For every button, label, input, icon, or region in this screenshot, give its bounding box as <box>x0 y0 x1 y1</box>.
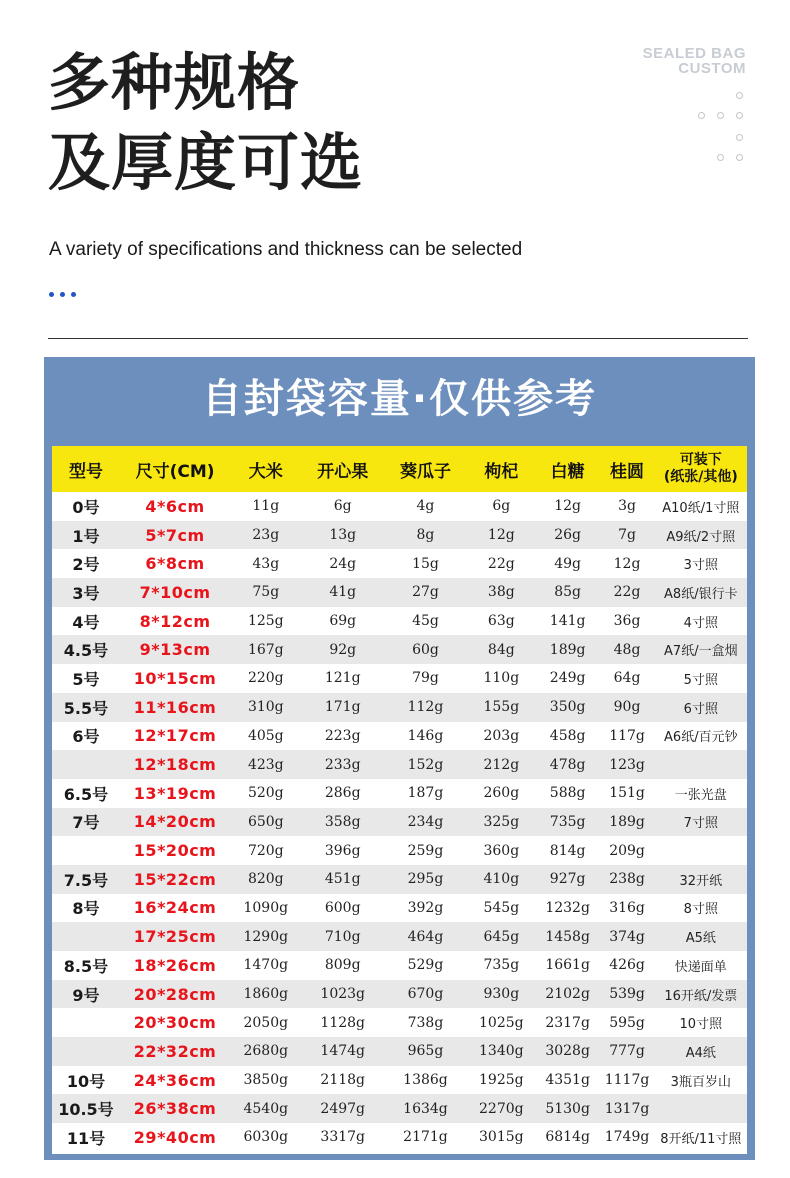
table-row <box>52 607 747 636</box>
cell-longan: 209g <box>599 836 654 865</box>
cell-size: 12*18cm <box>120 750 230 779</box>
cell-goji: 735g <box>467 951 536 980</box>
cell-sunflower-seeds: 60g <box>384 635 467 664</box>
ring-icon <box>736 134 743 141</box>
cell-pistachio: 223g <box>301 722 384 751</box>
cell-goji: 110g <box>467 664 536 693</box>
cell-longan: 189g <box>599 808 654 837</box>
cell-model: 0号 <box>52 492 120 521</box>
decorative-dot-grid <box>690 88 750 168</box>
table-row <box>52 664 747 693</box>
cell-fits: 32开纸 <box>655 865 747 894</box>
cell-rice: 405g <box>230 722 301 751</box>
cell-pistachio: 286g <box>301 779 384 808</box>
table-row <box>52 521 747 550</box>
cell-size: 9*13cm <box>120 635 230 664</box>
cell-fits: A6纸/百元钞 <box>655 722 747 751</box>
cell-rice: 1860g <box>230 980 301 1009</box>
cell-size: 15*22cm <box>120 865 230 894</box>
cell-pistachio: 2118g <box>301 1066 384 1095</box>
cell-goji: 38g <box>467 578 536 607</box>
cell-rice: 2680g <box>230 1037 301 1066</box>
cell-sugar: 26g <box>536 521 600 550</box>
cell-goji: 930g <box>467 980 536 1009</box>
table-row <box>52 1008 747 1037</box>
header-fits-line-1: 可装下 <box>679 452 722 468</box>
cell-pistachio: 41g <box>301 578 384 607</box>
cell-pistachio: 233g <box>301 750 384 779</box>
cell-pistachio: 710g <box>301 922 384 951</box>
cell-longan: 64g <box>599 664 654 693</box>
cell-goji: 6g <box>467 492 536 521</box>
cell-pistachio: 92g <box>301 635 384 664</box>
cell-pistachio: 24g <box>301 549 384 578</box>
cell-model: 4.5号 <box>52 635 120 664</box>
header-goji: 枸杞 <box>467 446 536 492</box>
cell-fits: 16开纸/发票 <box>655 980 747 1009</box>
cell-sugar: 4351g <box>536 1066 600 1095</box>
cell-sugar: 12g <box>536 492 600 521</box>
cell-fits: A5纸 <box>655 922 747 951</box>
cell-sugar: 5130g <box>536 1094 600 1123</box>
cell-pistachio: 69g <box>301 607 384 636</box>
cell-size: 11*16cm <box>120 693 230 722</box>
cell-pistachio: 6g <box>301 492 384 521</box>
cell-model: 8号 <box>52 894 120 923</box>
table-row <box>52 808 747 837</box>
cell-sunflower-seeds: 259g <box>384 836 467 865</box>
header-rice: 大米 <box>230 446 301 492</box>
cell-pistachio: 171g <box>301 693 384 722</box>
cell-sunflower-seeds: 738g <box>384 1008 467 1037</box>
cell-goji: 63g <box>467 607 536 636</box>
header-sugar: 白糖 <box>536 446 600 492</box>
cell-longan: 1317g <box>599 1094 654 1123</box>
cell-sugar: 1661g <box>536 951 600 980</box>
cell-model: 1号 <box>52 521 120 550</box>
cell-size: 10*15cm <box>120 664 230 693</box>
cell-sunflower-seeds: 152g <box>384 750 467 779</box>
table-row <box>52 951 747 980</box>
cell-sugar: 2102g <box>536 980 600 1009</box>
divider <box>48 338 748 339</box>
cell-goji: 325g <box>467 808 536 837</box>
table-row <box>52 635 747 664</box>
page-title-line-1: 多种规格 <box>48 46 301 119</box>
cell-goji: 22g <box>467 549 536 578</box>
cell-goji: 1025g <box>467 1008 536 1037</box>
cell-fits: A4纸 <box>655 1037 747 1066</box>
cell-rice: 220g <box>230 664 301 693</box>
cell-model: 10号 <box>52 1066 120 1095</box>
cell-sugar: 3028g <box>536 1037 600 1066</box>
header-pistachio: 开心果 <box>301 446 384 492</box>
capacity-table-container <box>52 446 747 1154</box>
cell-sugar: 927g <box>536 865 600 894</box>
cell-fits: 8寸照 <box>655 894 747 923</box>
cell-sugar: 6814g <box>536 1123 600 1152</box>
cell-sugar: 588g <box>536 779 600 808</box>
cell-longan: 3g <box>599 492 654 521</box>
cell-sunflower-seeds: 8g <box>384 521 467 550</box>
cell-sunflower-seeds: 45g <box>384 607 467 636</box>
cell-size: 22*32cm <box>120 1037 230 1066</box>
table-row <box>52 1123 747 1152</box>
cell-sunflower-seeds: 1386g <box>384 1066 467 1095</box>
cell-sunflower-seeds: 965g <box>384 1037 467 1066</box>
table-row <box>52 492 747 521</box>
cell-fits: 10寸照 <box>655 1008 747 1037</box>
cell-model: 2号 <box>52 549 120 578</box>
cell-model: 5号 <box>52 664 120 693</box>
cell-longan: 22g <box>599 578 654 607</box>
cell-sugar: 141g <box>536 607 600 636</box>
cell-size: 29*40cm <box>120 1123 230 1152</box>
cell-longan: 595g <box>599 1008 654 1037</box>
cell-pistachio: 396g <box>301 836 384 865</box>
table-row <box>52 865 747 894</box>
cell-longan: 316g <box>599 894 654 923</box>
table-row <box>52 1094 747 1123</box>
cell-sunflower-seeds: 392g <box>384 894 467 923</box>
cell-rice: 1090g <box>230 894 301 923</box>
cell-fits <box>655 1094 747 1123</box>
cell-rice: 310g <box>230 693 301 722</box>
cell-size: 24*36cm <box>120 1066 230 1095</box>
cell-sunflower-seeds: 79g <box>384 664 467 693</box>
cell-longan: 36g <box>599 607 654 636</box>
cell-longan: 12g <box>599 549 654 578</box>
table-row <box>52 894 747 923</box>
cell-size: 26*38cm <box>120 1094 230 1123</box>
cell-longan: 238g <box>599 865 654 894</box>
cell-goji: 410g <box>467 865 536 894</box>
cell-size: 12*17cm <box>120 722 230 751</box>
cell-rice: 6030g <box>230 1123 301 1152</box>
cell-sugar: 85g <box>536 578 600 607</box>
cell-pistachio: 451g <box>301 865 384 894</box>
cell-pistachio: 1128g <box>301 1008 384 1037</box>
cell-size: 4*6cm <box>120 492 230 521</box>
ring-icon <box>736 154 743 161</box>
cell-size: 8*12cm <box>120 607 230 636</box>
cell-goji: 260g <box>467 779 536 808</box>
subtitle: A variety of specifications and thickness can be selected <box>49 239 523 260</box>
cell-model: 11号 <box>52 1123 120 1152</box>
cell-sugar: 189g <box>536 635 600 664</box>
table-title: 自封袋容量·仅供参考 <box>201 376 598 422</box>
cell-pistachio: 13g <box>301 521 384 550</box>
cell-longan: 1749g <box>599 1123 654 1152</box>
cell-longan: 90g <box>599 693 654 722</box>
page-title-line-2: 及厚度可选 <box>48 126 364 199</box>
cell-fits: A8纸/银行卡 <box>655 578 747 607</box>
cell-rice: 1290g <box>230 922 301 951</box>
cell-fits <box>655 836 747 865</box>
cell-goji: 212g <box>467 750 536 779</box>
table-row <box>52 922 747 951</box>
cell-goji: 645g <box>467 922 536 951</box>
cell-model: 10.5号 <box>52 1094 120 1123</box>
cell-sugar: 2317g <box>536 1008 600 1037</box>
cell-goji: 545g <box>467 894 536 923</box>
brand-mark <box>643 46 746 76</box>
cell-model <box>52 750 120 779</box>
cell-size: 5*7cm <box>120 521 230 550</box>
cell-rice: 650g <box>230 808 301 837</box>
cell-fits: 3瓶百岁山 <box>655 1066 747 1095</box>
cell-fits: A7纸/一盒烟 <box>655 635 747 664</box>
table-row <box>52 578 747 607</box>
cell-sunflower-seeds: 529g <box>384 951 467 980</box>
header-sunflower-seeds: 葵瓜子 <box>384 446 467 492</box>
cell-longan: 7g <box>599 521 654 550</box>
cell-rice: 43g <box>230 549 301 578</box>
cell-longan: 117g <box>599 722 654 751</box>
cell-model: 7号 <box>52 808 120 837</box>
table-body <box>52 492 747 1152</box>
cell-fits: 4寸照 <box>655 607 747 636</box>
cell-sugar: 350g <box>536 693 600 722</box>
cell-sunflower-seeds: 187g <box>384 779 467 808</box>
cell-sunflower-seeds: 146g <box>384 722 467 751</box>
cell-model: 3号 <box>52 578 120 607</box>
cell-size: 20*28cm <box>120 980 230 1009</box>
cell-rice: 3850g <box>230 1066 301 1095</box>
table-row <box>52 779 747 808</box>
cell-model <box>52 836 120 865</box>
cell-rice: 423g <box>230 750 301 779</box>
cell-sunflower-seeds: 2171g <box>384 1123 467 1152</box>
cell-rice: 820g <box>230 865 301 894</box>
table-header-row <box>52 446 747 492</box>
cell-pistachio: 1023g <box>301 980 384 1009</box>
header-longan: 桂圆 <box>599 446 654 492</box>
cell-size: 17*25cm <box>120 922 230 951</box>
cell-model: 9号 <box>52 980 120 1009</box>
cell-sunflower-seeds: 112g <box>384 693 467 722</box>
cell-goji: 2270g <box>467 1094 536 1123</box>
cell-pistachio: 121g <box>301 664 384 693</box>
cell-fits: A9纸/2寸照 <box>655 521 747 550</box>
capacity-table <box>52 446 747 1152</box>
cell-longan: 48g <box>599 635 654 664</box>
cell-sunflower-seeds: 234g <box>384 808 467 837</box>
table-row <box>52 980 747 1009</box>
cell-size: 18*26cm <box>120 951 230 980</box>
header-fits-line-2: (纸张/其他) <box>663 469 738 485</box>
cell-goji: 360g <box>467 836 536 865</box>
cell-rice: 125g <box>230 607 301 636</box>
cell-fits: A10纸/1寸照 <box>655 492 747 521</box>
cell-size: 13*19cm <box>120 779 230 808</box>
cell-fits: 8开纸/11寸照 <box>655 1123 747 1152</box>
cell-fits: 快递面单 <box>655 951 747 980</box>
cell-rice: 1470g <box>230 951 301 980</box>
cell-model <box>52 922 120 951</box>
cell-sunflower-seeds: 464g <box>384 922 467 951</box>
cell-sugar: 735g <box>536 808 600 837</box>
cell-rice: 2050g <box>230 1008 301 1037</box>
cell-fits: 6寸照 <box>655 693 747 722</box>
cell-size: 7*10cm <box>120 578 230 607</box>
cell-sugar: 249g <box>536 664 600 693</box>
header-size: 尺寸(CM) <box>120 446 230 492</box>
cell-fits: 3寸照 <box>655 549 747 578</box>
cell-fits: 7寸照 <box>655 808 747 837</box>
cell-sugar: 1232g <box>536 894 600 923</box>
cell-sunflower-seeds: 1634g <box>384 1094 467 1123</box>
ring-icon <box>717 154 724 161</box>
cell-goji: 155g <box>467 693 536 722</box>
cell-pistachio: 3317g <box>301 1123 384 1152</box>
cell-longan: 777g <box>599 1037 654 1066</box>
header-fits <box>655 446 747 492</box>
cell-model: 8.5号 <box>52 951 120 980</box>
cell-rice: 75g <box>230 578 301 607</box>
capacity-panel <box>44 357 755 1160</box>
cell-model <box>52 1037 120 1066</box>
cell-rice: 23g <box>230 521 301 550</box>
cell-size: 16*24cm <box>120 894 230 923</box>
cell-size: 14*20cm <box>120 808 230 837</box>
cell-sugar: 49g <box>536 549 600 578</box>
brand-line-2: CUSTOM <box>678 60 746 77</box>
cell-sugar: 814g <box>536 836 600 865</box>
cell-pistachio: 600g <box>301 894 384 923</box>
cell-fits: 一张光盘 <box>655 779 747 808</box>
table-row <box>52 722 747 751</box>
cell-model: 4号 <box>52 607 120 636</box>
ring-icon <box>736 112 743 119</box>
cell-goji: 3015g <box>467 1123 536 1152</box>
ring-icon <box>698 112 705 119</box>
cell-longan: 374g <box>599 922 654 951</box>
cell-sunflower-seeds: 670g <box>384 980 467 1009</box>
cell-pistachio: 809g <box>301 951 384 980</box>
cell-size: 20*30cm <box>120 1008 230 1037</box>
cell-model: 6号 <box>52 722 120 751</box>
cell-sunflower-seeds: 15g <box>384 549 467 578</box>
cell-model: 6.5号 <box>52 779 120 808</box>
cell-sunflower-seeds: 4g <box>384 492 467 521</box>
ellipsis-icon <box>49 292 89 298</box>
table-row <box>52 693 747 722</box>
ring-icon <box>717 112 724 119</box>
cell-size: 6*8cm <box>120 549 230 578</box>
cell-rice: 4540g <box>230 1094 301 1123</box>
cell-rice: 167g <box>230 635 301 664</box>
table-row <box>52 750 747 779</box>
cell-rice: 720g <box>230 836 301 865</box>
cell-fits <box>655 750 747 779</box>
ring-icon <box>736 92 743 99</box>
cell-sunflower-seeds: 27g <box>384 578 467 607</box>
cell-model: 7.5号 <box>52 865 120 894</box>
table-row <box>52 1037 747 1066</box>
cell-model: 5.5号 <box>52 693 120 722</box>
cell-size: 15*20cm <box>120 836 230 865</box>
cell-goji: 84g <box>467 635 536 664</box>
cell-sugar: 478g <box>536 750 600 779</box>
cell-longan: 123g <box>599 750 654 779</box>
cell-rice: 520g <box>230 779 301 808</box>
cell-model <box>52 1008 120 1037</box>
table-row <box>52 549 747 578</box>
cell-longan: 151g <box>599 779 654 808</box>
cell-fits: 5寸照 <box>655 664 747 693</box>
cell-sunflower-seeds: 295g <box>384 865 467 894</box>
cell-longan: 426g <box>599 951 654 980</box>
cell-longan: 1117g <box>599 1066 654 1095</box>
cell-goji: 1925g <box>467 1066 536 1095</box>
cell-goji: 12g <box>467 521 536 550</box>
cell-goji: 1340g <box>467 1037 536 1066</box>
cell-rice: 11g <box>230 492 301 521</box>
cell-sugar: 1458g <box>536 922 600 951</box>
table-row <box>52 1066 747 1095</box>
cell-pistachio: 1474g <box>301 1037 384 1066</box>
table-row <box>52 836 747 865</box>
cell-pistachio: 358g <box>301 808 384 837</box>
cell-sugar: 458g <box>536 722 600 751</box>
cell-goji: 203g <box>467 722 536 751</box>
brand-line-1: SEALED BAG <box>642 45 746 62</box>
cell-longan: 539g <box>599 980 654 1009</box>
cell-pistachio: 2497g <box>301 1094 384 1123</box>
header-model: 型号 <box>52 446 120 492</box>
